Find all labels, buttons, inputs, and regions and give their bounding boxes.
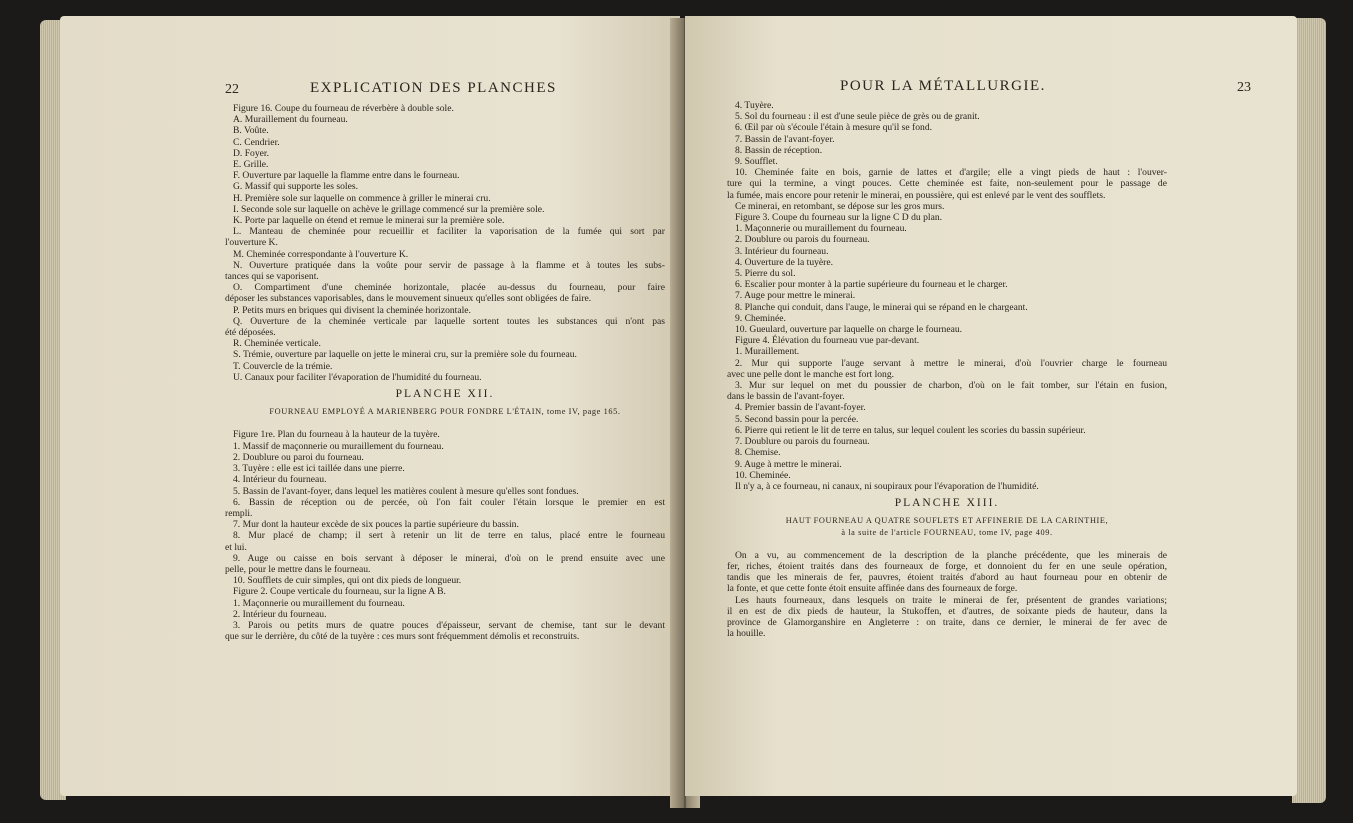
text-line: Ce minerai, en retombant, se dépose sur les gros murs. xyxy=(735,200,945,212)
text-line: 4. Intérieur du fourneau. xyxy=(233,474,327,486)
text-line: P. Petits murs en briques qui divisent la cheminée horizontale. xyxy=(233,304,471,316)
text-line: 3. Tuyère : elle est ici taillée dans une pierre. xyxy=(233,463,405,475)
text-line: rempli. xyxy=(225,507,253,519)
text-line: T. Couvercle de la trémie. xyxy=(233,360,333,372)
left-lines-a xyxy=(225,103,665,383)
text-line: déposer les substances vaporisables, dans le mouvement sinueux qu'elles sont obligées de faire. xyxy=(225,293,592,305)
plate-xii-subtitle: FOURNEAU EMPLOYÉ A MARIENBERG POUR FONDRE L'ÉTAIN, tome IV, page 165. xyxy=(269,407,621,417)
text-line: 10. Cheminée. xyxy=(735,469,791,481)
text-line: U. Canaux pour faciliter l'évaporation de l'humidité du fourneau. xyxy=(233,371,482,383)
text-line: 7. Auge pour mettre le minerai. xyxy=(735,290,856,302)
text-line: S. Trémie, ouverture par laquelle on jette le minerai cru, sur la première sole du fourneau. xyxy=(233,349,577,361)
text-line: Les hauts fourneaux, dans lesquels on traite le minerai de fer, présentent de grandes variations; xyxy=(735,594,1167,606)
text-line: 4. Ouverture de la tuyère. xyxy=(735,256,834,268)
text-line: Figure 1re. Plan du fourneau à la hauteur de la tuyère. xyxy=(233,429,440,441)
text-line: 1. Maçonnerie ou muraillement du fourneau. xyxy=(735,223,907,235)
text-line: M. Cheminée correspondante à l'ouverture K. xyxy=(233,248,409,260)
text-line: 8. Chemise. xyxy=(735,447,781,459)
text-line: la houille. xyxy=(727,628,766,640)
text-line: 5. Second bassin pour la percée. xyxy=(735,413,859,425)
text-line: 7. Doublure ou parois du fourneau. xyxy=(735,436,870,448)
text-line: 2. Doublure ou paroi du fourneau. xyxy=(233,451,364,463)
text-line: 4. Premier bassin de l'avant-foyer. xyxy=(735,402,866,414)
text-line: avec une pelle dont le manche est fort long. xyxy=(727,368,895,380)
text-line: C. Cendrier. xyxy=(233,136,280,148)
text-line: H. Première sole sur laquelle on commence à griller le minerai cru. xyxy=(233,192,491,204)
text-line: O. Compartiment d'une cheminée horizontale, placée au-dessus du fourneau, pour faire xyxy=(233,282,665,294)
text-line: K. Porte par laquelle on étend et remue le minerai sur la première sole. xyxy=(233,215,505,227)
text-line: pelle, pour le mettre dans le fourneau. xyxy=(225,563,371,575)
text-line: Figure 4. Élévation du fourneau vue par-devant. xyxy=(735,335,920,347)
text-line: E. Grille. xyxy=(233,159,269,171)
text-line: 6. Escalier pour monter à la partie supérieure du fourneau et le charger. xyxy=(735,279,1008,291)
text-line: 10. Soufflets de cuir simples, qui ont dix pieds de longueur. xyxy=(233,575,462,587)
text-line: la fonte, et que cette fonte étoit ensuite affinée dans des fourneaux de forge. xyxy=(727,583,1018,595)
text-line: 2. Mur qui supporte l'auge servant à mettre le minerai, d'où l'ouvrier charge le fourneau xyxy=(735,357,1167,369)
plate-xiii-title: PLANCHE XIII. xyxy=(894,497,1000,510)
text-line: A. Muraillement du fourneau. xyxy=(233,114,348,126)
text-line: D. Foyer. xyxy=(233,147,269,159)
page-number-left: 22 xyxy=(225,82,239,97)
text-line: Figure 2. Coupe verticale du fourneau, sur la ligne A B. xyxy=(233,586,446,598)
page-header-right: POUR LA MÉTALLURGIE. xyxy=(840,78,1046,94)
plate-xii-title: PLANCHE XII. xyxy=(395,388,495,401)
text-line: R. Cheminée verticale. xyxy=(233,338,321,350)
text-line: 8. Planche qui conduit, dans l'auge, le minerai qui se répand en le chargeant. xyxy=(735,301,1028,313)
text-line: Figure 16. Coupe du fourneau de réverbère à double sole. xyxy=(233,103,454,114)
text-line: 5. Bassin de l'avant-foyer, dans lequel les matières coulent à mesure qu'elles sont fondues. xyxy=(233,485,579,497)
text-line: 7. Mur dont la hauteur excède de six pouces la partie supérieure du bassin. xyxy=(233,519,519,531)
text-line: Figure 3. Coupe du fourneau sur la ligne C D du plan. xyxy=(735,212,943,224)
text-line: il en est de dix pieds de hauteur, la Stukoffen, et d'autres, de soixante pieds de hauteur, dans la xyxy=(727,605,1167,617)
text-line: L. Manteau de cheminée pour recueillir et faciliter la vaporisation de la fumée qui sort par xyxy=(233,226,665,238)
text-line: Il n'y a, à ce fourneau, ni canaux, ni soupiraux pour l'évaporation de l'humidité. xyxy=(735,480,1039,492)
text-line: la fumée, mais encore pour retenir le minerai, en poussière, qui est enlevé par le vent des soufflets. xyxy=(727,189,1106,201)
text-line: tandis que les minerais de fer, pauvres, étoient traités d'abord au haut fourneau pour en obtenir de xyxy=(727,572,1167,584)
text-line: F. Ouverture par laquelle la flamme entre dans le fourneau. xyxy=(233,170,460,182)
text-line: 8. Mur placé de champ; il sert à retenir un lit de terre en talus, placé entre le fourneau xyxy=(233,530,665,542)
text-line: N. Ouverture pratiquée dans la voûte pour servir de passage à la flamme et à toutes les subs- xyxy=(233,259,665,271)
right-page xyxy=(685,16,1297,796)
text-line: 2. Intérieur du fourneau. xyxy=(233,608,327,620)
text-line: 9. Cheminée. xyxy=(735,312,786,324)
text-line: 5. Sol du fourneau : il est d'une seule pièce de grès ou de granit. xyxy=(735,111,980,123)
text-line: 2. Doublure ou parois du fourneau. xyxy=(735,234,870,246)
text-line: B. Voûte. xyxy=(233,125,269,137)
text-line: I. Seconde sole sur laquelle on achève le grillage commencé sur la première sole. xyxy=(233,203,545,215)
text-line: 1. Massif de maçonnerie ou muraillement du fourneau. xyxy=(233,440,444,452)
right-text-block xyxy=(727,100,1167,639)
right-lines-a xyxy=(727,100,1167,492)
text-line: 9. Auge à mettre le minerai. xyxy=(735,458,842,470)
text-line: 4. Tuyère. xyxy=(735,100,774,111)
text-line: que sur le derrière, du côté de la tuyère : ces murs sont fréquemment démolis et reconstruits. xyxy=(225,631,580,643)
text-line: tances qui se vaporisent. xyxy=(225,271,319,283)
text-line: et lui. xyxy=(225,541,247,553)
text-line: 6. Bassin de réception ou de percée, où l'on fait couler l'étain lorsque le premier en est xyxy=(233,496,665,508)
text-line: 9. Soufflet. xyxy=(735,156,778,168)
text-line: 9. Auge ou caisse en bois servant à déposer le minerai, d'où on le prend ensuite avec une xyxy=(233,552,665,564)
text-line: 3. Parois ou petits murs de quatre pouces d'épaisseur, servant de chemise, tant sur le devant xyxy=(233,619,665,631)
text-line: province de Glamorganshire en Angleterre : on traite, dans ce dernier, le minerai de fer avec de xyxy=(727,616,1167,628)
text-line: 3. Mur sur lequel on met du poussier de charbon, d'où on le fait tomber, sur l'étain en fusion, xyxy=(735,380,1167,392)
text-line: On a vu, au commencement de la description de la planche précédente, que les minerais de xyxy=(735,549,1167,561)
text-line: 1. Muraillement. xyxy=(735,346,800,358)
text-line: 10. Gueulard, ouverture par laquelle on charge le fourneau. xyxy=(735,324,963,336)
open-book xyxy=(40,8,1330,813)
right-page-edges xyxy=(1292,18,1326,803)
text-line: ture qui la termine, a vingt pouces. Cette cheminée est faite, non-seulement pour le passage de xyxy=(727,178,1167,190)
left-text-block xyxy=(225,103,665,642)
page-number-right: 23 xyxy=(1237,80,1251,95)
text-line: 3. Intérieur du fourneau. xyxy=(735,245,829,257)
plate-xiii-subtitle-2: à la suite de l'article FOURNEAU, tome IV, page 409. xyxy=(841,527,1053,537)
text-line: été déposées. xyxy=(225,327,276,339)
text-line: 5. Pierre du sol. xyxy=(735,268,796,280)
text-line: 6. Œil par où s'écoule l'étain à mesure qu'il se fond. xyxy=(735,122,933,134)
text-line: l'ouverture K. xyxy=(225,237,278,249)
text-line: 1. Maçonnerie ou muraillement du fourneau. xyxy=(233,597,405,609)
text-line: dans le bassin de l'avant-foyer. xyxy=(727,391,845,403)
left-page xyxy=(60,16,680,796)
text-line: G. Massif qui supporte les soles. xyxy=(233,181,358,193)
text-line: Q. Ouverture de la cheminée verticale par laquelle sortent toutes les substances qui n'ont pas xyxy=(233,315,665,327)
text-line: fer, riches, étoient traités dans des fourneaux de forge, et donnoient du fer en une seule opération, xyxy=(727,560,1167,572)
right-lines-b xyxy=(727,550,1167,640)
left-lines-b xyxy=(225,429,665,642)
text-line: 8. Bassin de réception. xyxy=(735,144,823,156)
text-line: 7. Bassin de l'avant-foyer. xyxy=(735,133,835,145)
text-line: 6. Pierre qui retient le lit de terre en talus, sur lequel coulent les scories du bassin supérieur. xyxy=(735,424,1086,436)
page-header-left: EXPLICATION DES PLANCHES xyxy=(310,80,557,96)
text-line: 10. Cheminée faite en bois, garnie de lattes et d'argile; elle a vingt pieds de haut : l'ouver- xyxy=(735,167,1167,179)
plate-xiii-subtitle-1: HAUT FOURNEAU A QUATRE SOUFLETS ET AFFINERIE DE LA CARINTHIE, xyxy=(785,516,1109,526)
